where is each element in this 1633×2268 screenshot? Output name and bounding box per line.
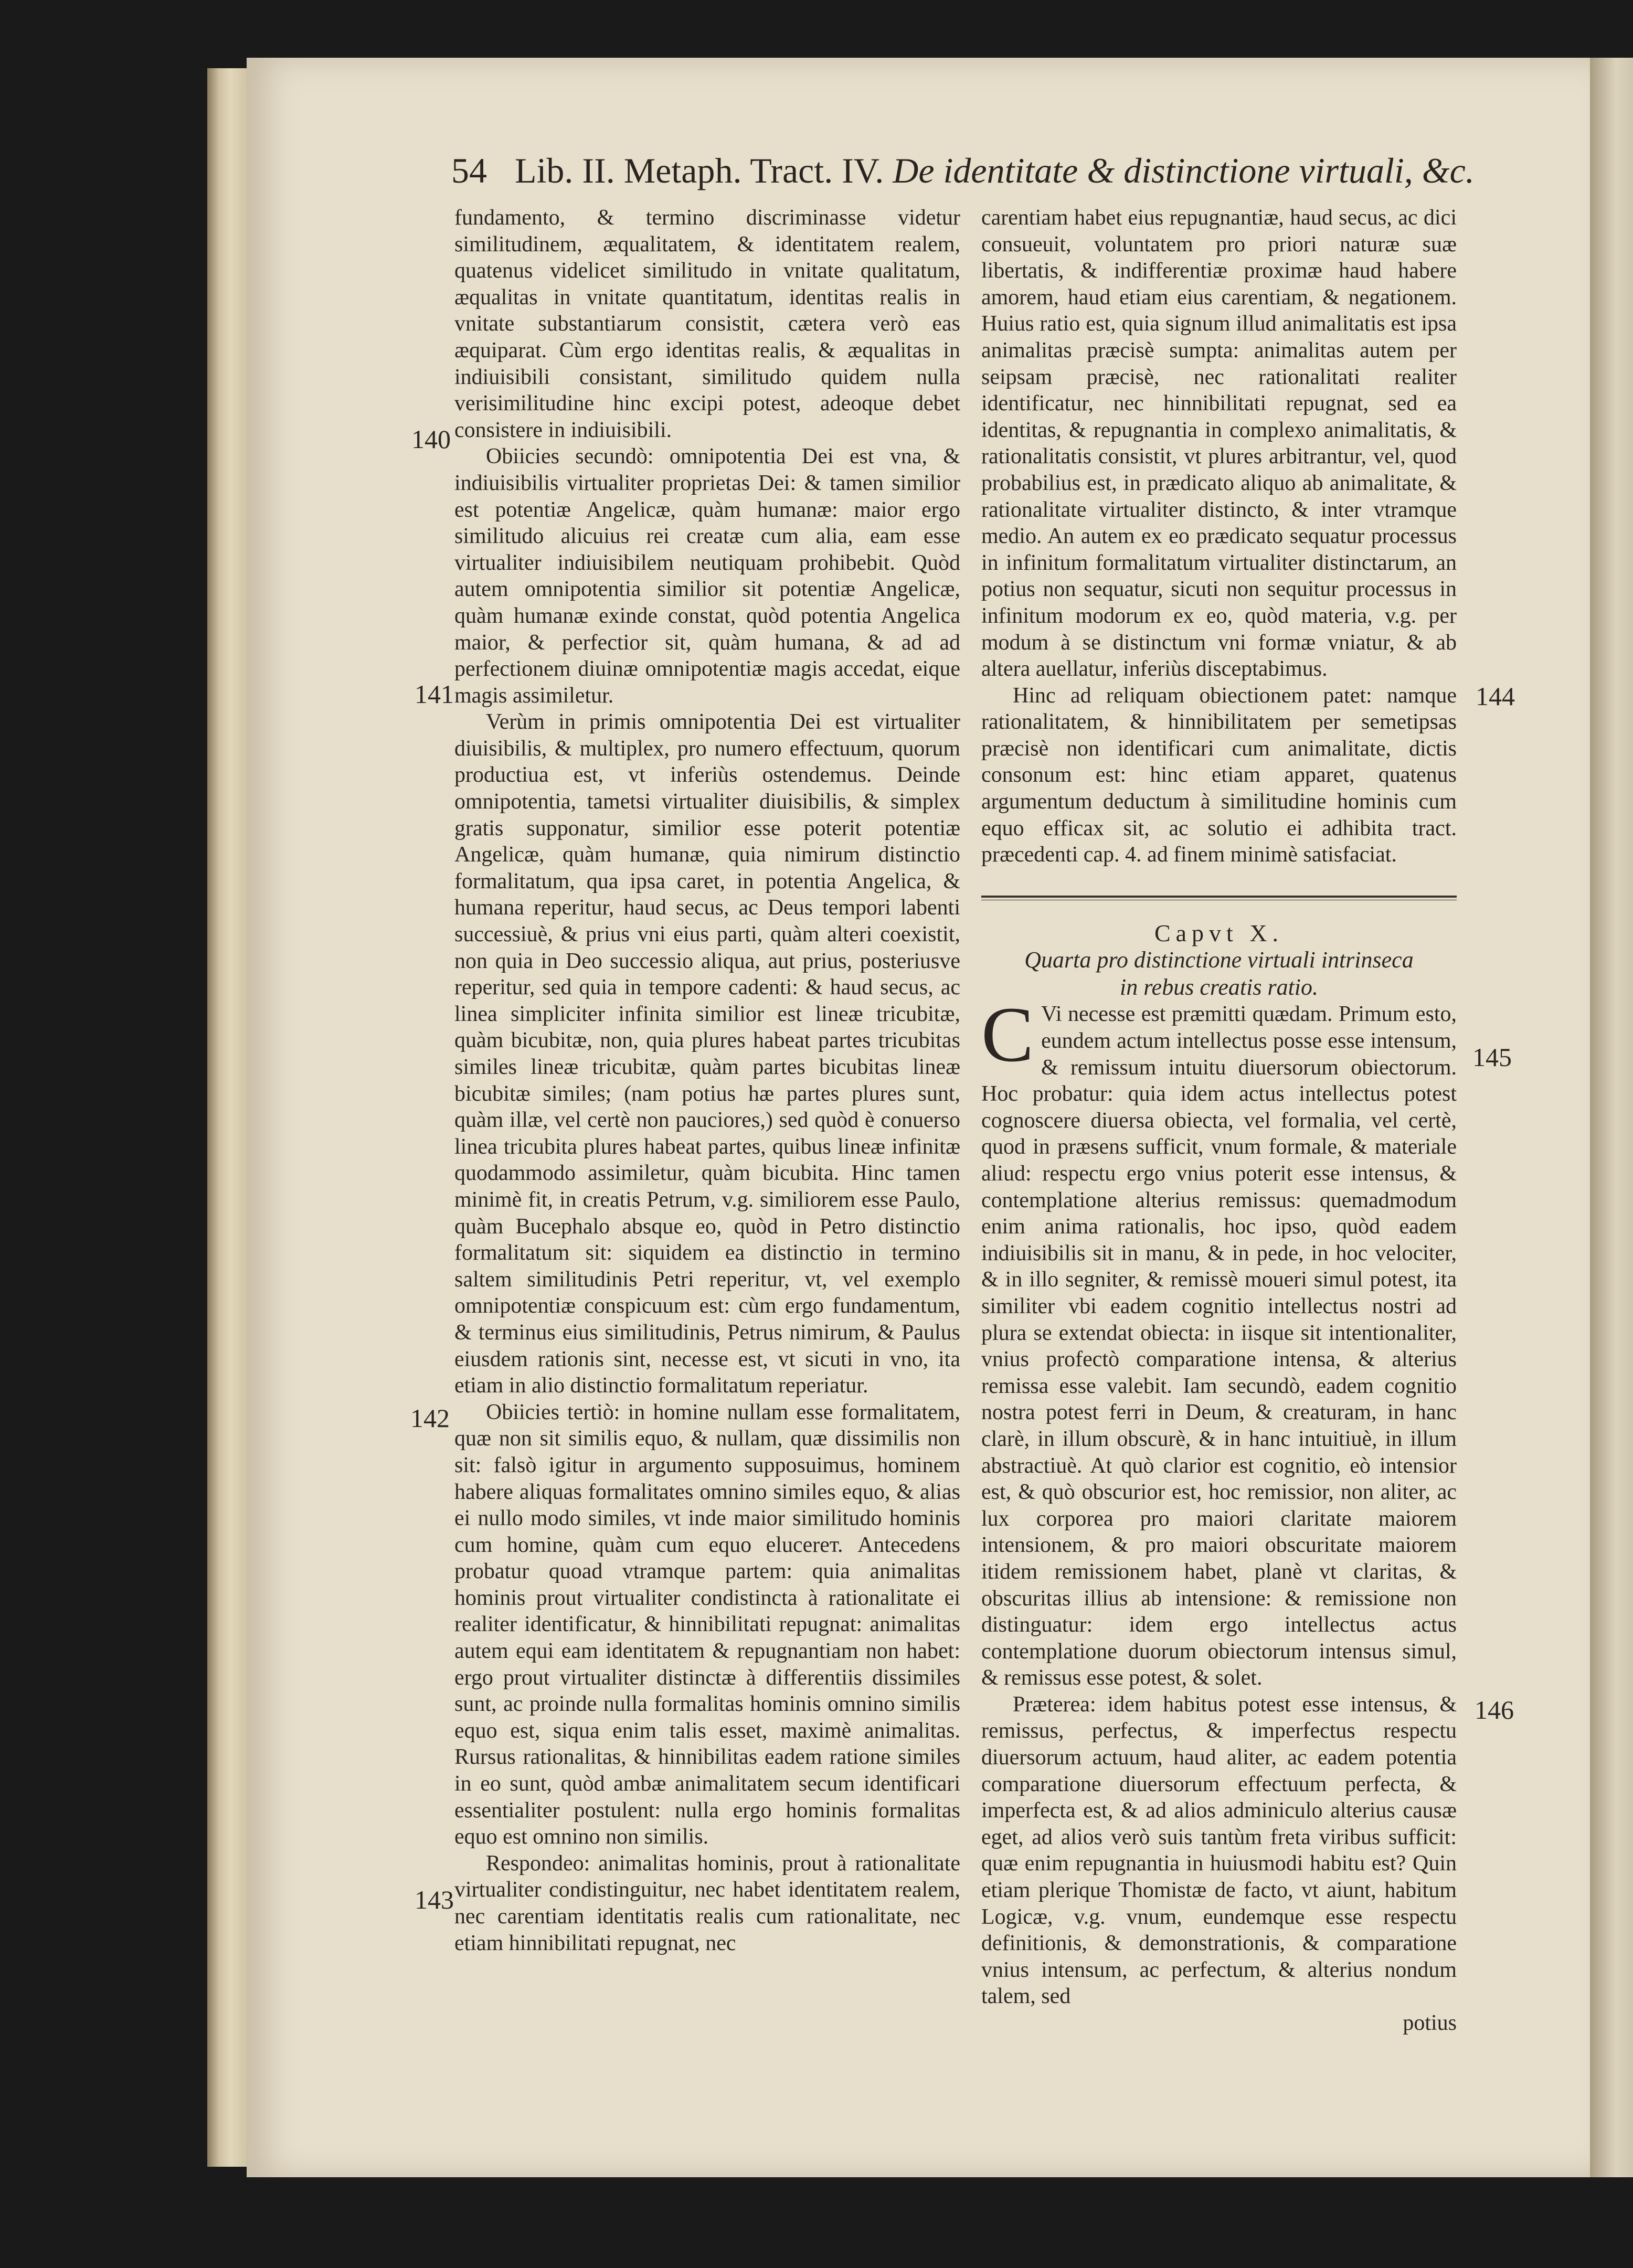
paragraph-intro: fundamento, & termino discriminasse videtur similitudinem, æqualitatem, & identitatem realem, quatenus videlicet similitudo in vnitate qualitatum, æqualitas in vnitate quantitatum, identitas realis in vnitate substantiarum consistit, cætera verò eas æquiparat. Cùm ergo identitas realis, & æqualitas in indiuisibili consistant, similitudo quidem nulla verisimilitudine hinc excipi potest, adeoque debet consistere in indiuisibili. bbox=[454, 206, 960, 442]
margin-number-146: 146 bbox=[1475, 1695, 1514, 1724]
catchword: potius bbox=[1403, 2011, 1457, 2035]
page-number: 54 bbox=[451, 151, 487, 190]
drop-cap: C bbox=[981, 991, 1034, 1079]
running-head: Lib. II. Metaph. Tract. IV. bbox=[515, 151, 884, 190]
chapter-subtitle-line-2: in rebus creatis ratio. bbox=[1119, 974, 1319, 1000]
paragraph-140: Obiicies secundò: omnipotentia Dei est vna, & indiuisibilis virtualiter proprietas Dei: & tamen similior est potentiæ Angelicæ, quàm humanæ: maior ergo similitudo alicuius rei creatæ cum alia, eam esse virtualiter indiuisibilem neutiquam prohibebit. Quòd autem omnipotentia similior sit potentiæ Angelicæ, quàm humanæ exinde constat, quòd potentia Angelica maior, & perfectior sit, quàm humana, & ad ad perfectionem diuinæ omnipotentiæ magis accedat, eique magis assimiletur. bbox=[454, 444, 960, 708]
chapter-subtitle-line-1: Quarta pro distinctione virtuali intrinseca bbox=[1024, 947, 1414, 973]
paragraph-141: Verùm in primis omnipotentia Dei est virtualiter diuisibilis, & multiplex, pro numero effectuum, quorum productiua est, vt inferiùs ostendemus. Deinde omnipotentia, tametsi virtualiter diuisibilis, & simplex gratis supponatur, similior esse poterit potentiæ Angelicæ, quàm humanæ, quia nimirum distinctio formalitatum, qua ipsa caret, in potentia Angelica, & humana reperitur, haud secus, ac Deus tempori labenti successiuè, & prius vni eius parti, quàm alteri coexistit, non quia in Deo successio aliqua, aut prius, posteriusve reperitur, sed quia in tempore cadenti: & haud secus, ac linea simpliciter infinita similior est lineæ tricubitæ, quàm bicubitæ, non, quia plures habeat partes tricubitas similes lineæ tricubitæ, quàm partes bicubitas lineæ bicubitæ similes; (nam potius hæ partes plures sunt, quàm illæ, vel certè non pauciores,) sed quòd è conuerso linea tricubita plures habeat partes, quibus lineæ infinitæ quodammodo assimiletur, quàm bicubita. Hinc tamen minimè fit, in creatis Petrum, v.g. similiorem esse Paulo, quàm Bucephalo absque eo, quòd in Petro distinctio formalitatum sit: siquidem ea distinctio in termino saltem similitudinis Petri reperitur, vt, vel exemplo omnipotentiæ conspicuum est: cùm ergo fundamentum, & terminus eius similitudinis, Petrus nimirum, & Paulus eiusdem rationis sint, necesse est, vt sicuti in vno, ita etiam in alio distinctio formalitatum reperiatur. bbox=[454, 710, 960, 1398]
margin-number-143: 143 bbox=[415, 1885, 454, 1914]
paragraph-142: Obiicies tertiò: in homine nullam esse formalitatem, quæ non sit similis equo, & nullam, quæ dissimilis non sit: falsò igitur in argumento supposuimus, hominem habere aliquas formalitates omnino similes equo, & alias ei nullo modo similes, vt inde maior similitudo hominis cum homine, quàm cum equo elucerет. Antecedens probatur quoad vtramque partem: quia animalitas hominis prout virtualiter condistincta à rationalitate ei realiter identificatur, & hinnibilitati repugnat: animalitas autem equi eam identitatem & repugnantiam non habet: ergo prout virtualiter distinctæ à differentiis dissimiles sunt, ac proinde nulla formalitas hominis omnino similis equo est, siqua enim talis esset, maximè animalitas. Rursus rationalitas, & hinnibilitas eadem ratione similes in eo sunt, quòd ambæ animalitatem secum identificari essentialiter postulent: nulla ergo hominis formalitas equo est omnino non similis. bbox=[454, 1400, 960, 1849]
margin-number-140: 140 bbox=[411, 424, 451, 454]
running-title: De identitate & distinctione virtuali, &c. bbox=[893, 151, 1475, 190]
right-column bbox=[981, 205, 1457, 2035]
margin-number-145: 145 bbox=[1472, 1042, 1512, 1072]
margin-number-141: 141 bbox=[415, 679, 454, 709]
chapter-heading: Capvt X. bbox=[1154, 919, 1284, 946]
margin-number-142: 142 bbox=[410, 1403, 450, 1433]
section-divider bbox=[981, 896, 1457, 900]
margin-number-144: 144 bbox=[1476, 682, 1515, 711]
left-column bbox=[454, 205, 960, 1988]
paragraph-146: Præterea: idem habitus potest esse intensus, & remissus, perfectus, & imperfectus respectu diuersorum actuum, haud aliter, ac eadem potentia comparatione diuersorum effectuum perfecta, & imperfecta est, & ad alios adminiculo alterius causæ eget, ad alios verò suis tantùm freta viribus sufficit: quæ enim repugnantia in huiusmodi habitu est? Quin etiam plerique Thomistæ de facto, vt aiunt, habitum Logicæ, v.g. vnum, eundemque esse respectu definitionis, & demonstrationis, & comparatione vnius intensum, ac perfectum, & alterius nondum talem, sed bbox=[981, 1692, 1457, 2009]
paragraph-145 bbox=[981, 991, 1457, 1691]
chapter-subtitle bbox=[981, 946, 1457, 1001]
facing-page-edge bbox=[1590, 58, 1633, 2177]
running-header bbox=[451, 150, 1475, 197]
paragraph-144: Hinc ad reliquam obiectionem patet: namque rationalitatem, & hinnibilitatem per semetipsas præcisè non identificari cum animalitate, dictis consonum est: hinc etiam apparet, quatenus argumentum deductum à similitudine hominis cum equo efficax sit, ac solutio ei adhibita tract. præcedenti cap. 4. ad finem minimè satisfaciat. bbox=[981, 683, 1457, 867]
paragraph-continued: carentiam habet eius repugnantiæ, haud secus, ac dici consueuit, voluntatem pro priori naturæ suæ libertatis, & indifferentiæ proximæ haud habere amorem, haud etiam eius carentiam, & negationem. Huius ratio est, quia signum illud animalitatis est ipsa animalitas præcisè sumpta: animalitas autem per seipsam præcisè, nec rationalitati realiter identificatur, nec hinnibilitati repugnat, sed ea identitas, & repugnantia in complexo animalitatis, & rationalitatis consistit, vt plures arbitrantur, vel, quod probabilius est, in prædicato aliquo ab animalitate, & rationalitate virtualiter distincto, & inter vtramque medio. An autem ex eo prædicato sequatur processus in infinitum formalitatum virtualiter distinctarum, an potius non sequatur, sicuti non sequitur processus in infinitum modorum ex eo, quòd materia, v.g. per modum à se distinctum vni formæ vniatur, & ab altera auellatur, inferiùs disceptabimus. bbox=[981, 206, 1457, 682]
paragraph-143: Respondeo: animalitas hominis, prout à rationalitate virtualiter condistinguitur, nec habet identitatem realem, nec carentiam identitatis realis cum rationalitate, nec etiam hinnibilitati repugnat, nec bbox=[454, 1851, 960, 1955]
paragraph-145-text: Vi necesse est præmitti quædam. Primum esto, eundem actum intellectus posse esse intensum, & remissum intuitu diuersorum obiectorum. Hoc probatur: quia idem actus intellectus potest cognoscere diuersa obiecta, vel formalia, vel certè, quod in præsens sufficit, vnum formale, & materiale aliud: respectu ergo vnius poterit esse intensus, & contemplatione alterius remissus: quemadmodum enim anima rationalis, hoc ipso, quòd eadem indiuisibilis sit in manu, & in pede, in hoc velociter, & in illo segniter, & remissè moueri simul potest, ita similiter vbi eadem cognitio intellectus nostri ad plura se extendat obiecta: in iisque sit intentionaliter, vnius profectò comparatione intensa, & alterius remissa esse valebit. Iam secundò, eadem cognitio nostra potest ferri in Deum, & creaturam, in hanc clarè, in illum obscurè, & in hanc intuitiuè, in illum abstractiuè. At quò clarior est cognitio, eò intensior est, & quò obscurior est, hoc remissior, non aliter, ac lux corporea pro maiori claritate maiorem intensionem, & pro maiori obscuritate maiorem itidem remissionem habet, planè vt claritas, & obscuritas illius ab intensione: & remissione non distinguatur: idem ergo intellectus actus contemplatione duorum obiectorum intensus simul, & remissus esse potest, & solet. bbox=[981, 1002, 1457, 1690]
